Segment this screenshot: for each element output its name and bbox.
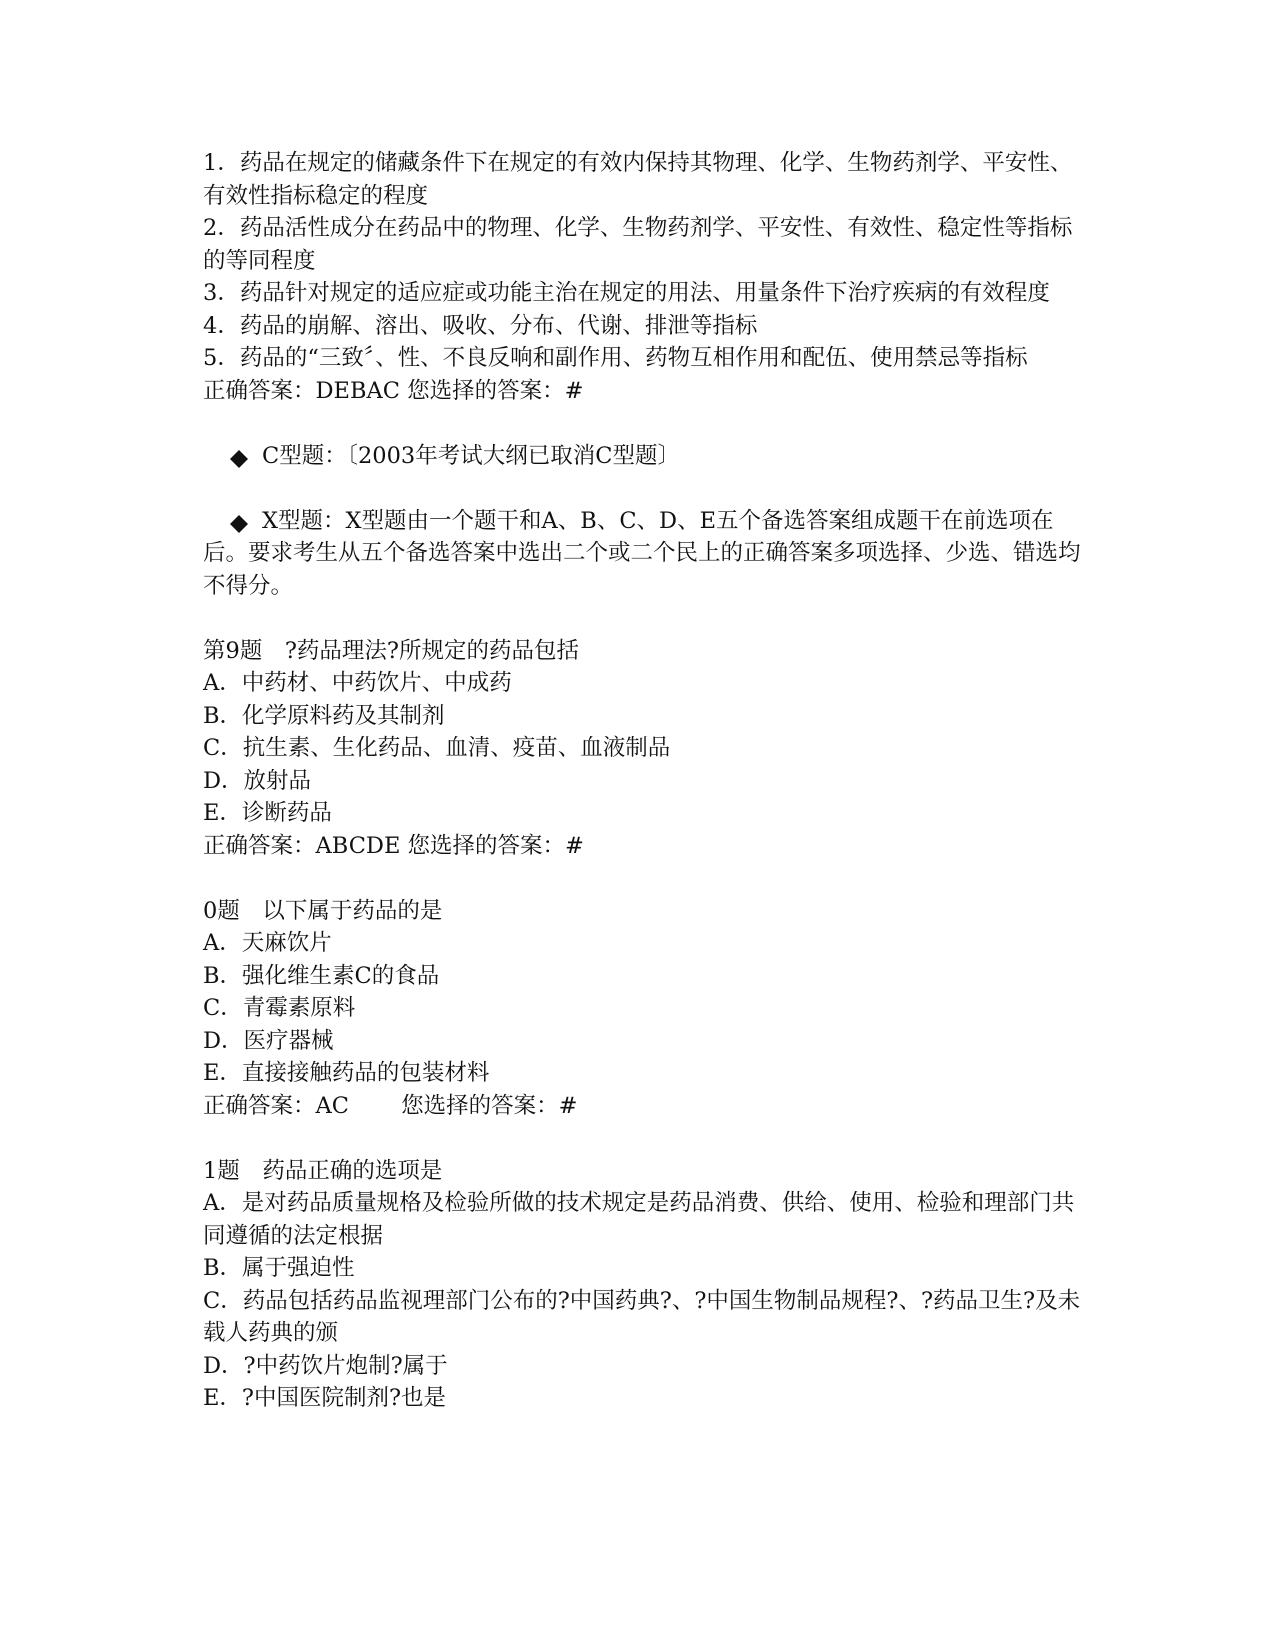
- document-page: [203, 147, 1083, 1415]
- question-stem: 0题 以下属于药品的是: [203, 897, 443, 924]
- definition-item: 1．药品在规定的储藏条件下在规定的有效内保持其物理、化学、生物药剂学、平安性、有效性指标稳定的程度: [203, 150, 1073, 209]
- question-option: A．中药材、中药饮片、中成药: [203, 670, 512, 696]
- question-stem: 1题 药品正确的选项是: [203, 1157, 443, 1184]
- diamond-bullet-icon: [230, 450, 248, 459]
- definition-item: 5．药品的“三致〞、性、不良反响和副作用、药物互相作用和配伍、使用禁忌等指标: [203, 345, 1028, 371]
- question-9: [203, 635, 1083, 863]
- answer-line: 正确答案：ABCDE 您选择的答案：#: [203, 832, 584, 859]
- question-option: E．直接接触药品的包装材料: [203, 1060, 490, 1086]
- answer-line: 正确答案：AC 您选择的答案：#: [203, 1092, 578, 1119]
- question-option: B．属于强迫性: [203, 1255, 355, 1281]
- definition-items: [203, 147, 1083, 375]
- question-option: C．抗生素、生化药品、血清、疫苗、血液制品: [203, 735, 671, 761]
- c-type-note: C型题：〔2003年考试大纲已取消C型题〕: [203, 440, 1083, 473]
- answer-line: 正确答案：DEBAC 您选择的答案：#: [203, 377, 584, 404]
- definition-item: 4．药品的崩解、溶出、吸收、分布、代谢、排泄等指标: [203, 312, 758, 339]
- question-option: C．青霉素原料: [203, 995, 356, 1021]
- x-type-note: X型题：X型题由一个题干和A、B、C、D、E五个备选答案组成题干在前选项在后。要求考生从五个备选答案中选出二个或二个民上的正确答案多项选择、少选、错选均不得分。: [203, 507, 1081, 599]
- question-option: D．医疗器械: [203, 1027, 334, 1054]
- diamond-bullet-icon: [230, 515, 248, 524]
- question-11: [203, 1155, 1083, 1415]
- definition-item: 2．药品活性成分在药品中的物理、化学、生物药剂学、平安性、有效性、稳定性等指标的等同程度: [203, 215, 1073, 274]
- question-option: C．药品包括药品监视理部门公布的?中国药典?、?中国生物制品规程?、?药品卫生?及未载人药典的颁: [203, 1287, 1081, 1346]
- question-option: B．化学原料药及其制剂: [203, 702, 445, 729]
- question-option: B．强化维生素C的食品: [203, 962, 440, 989]
- question-option: A．天麻饮片: [203, 930, 332, 956]
- question-option: E．?中国医院制剂?也是: [203, 1385, 447, 1411]
- question-stem: 第9题 ?药品理法?所规定的药品包括: [203, 637, 579, 664]
- question-10: [203, 895, 1083, 1123]
- definition-item: 3．药品针对规定的适应症或功能主治在规定的用法、用量条件下治疗疾病的有效程度: [203, 280, 1050, 306]
- question-option: E．诊断药品: [203, 800, 332, 826]
- question-option: D．放射品: [203, 767, 312, 794]
- question-option: D．?中药饮片炮制?属于: [203, 1352, 448, 1379]
- question-option: A．是对药品质量规格及检验所做的技术规定是药品消费、供给、使用、检验和理部门共同遵循的法定根据: [203, 1190, 1075, 1249]
